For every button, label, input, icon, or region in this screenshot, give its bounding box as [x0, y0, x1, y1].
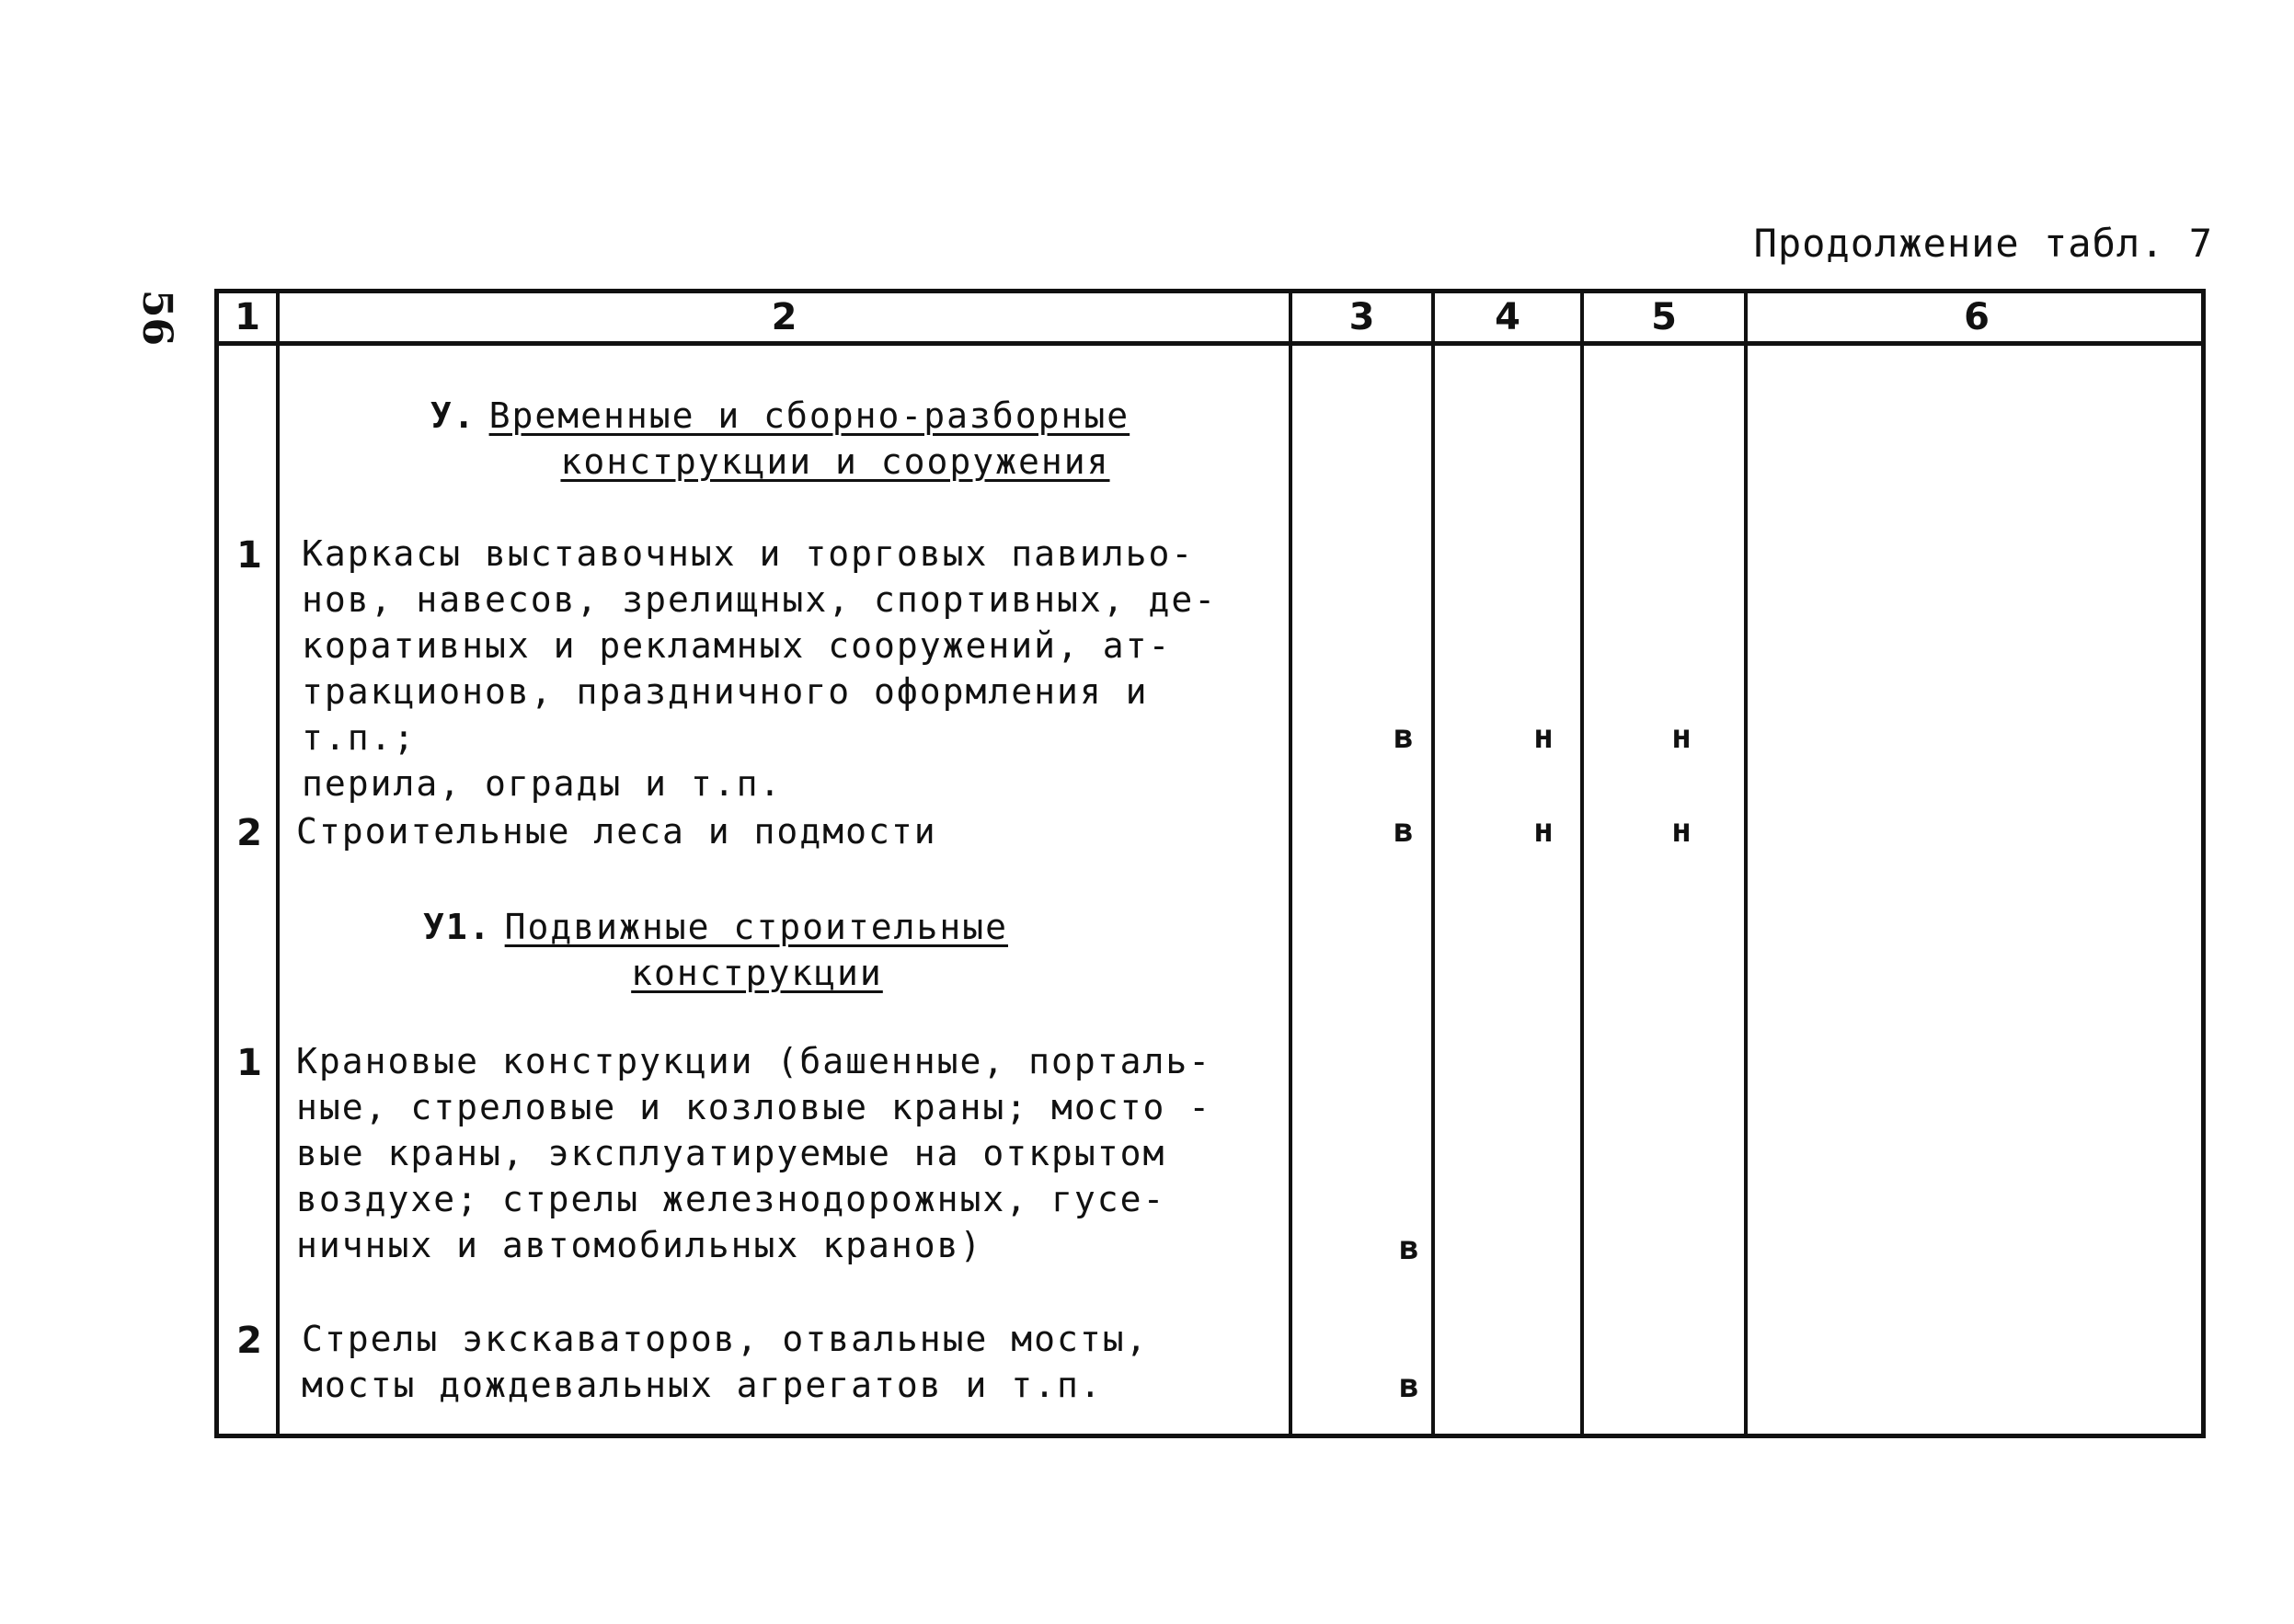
cell-col4: н: [1533, 812, 1554, 850]
column-divider: [1580, 293, 1584, 1434]
header-col-3: 3: [1348, 296, 1375, 338]
column-divider: [276, 293, 280, 1434]
row-number: 2: [236, 1320, 262, 1362]
row-number: 1: [236, 534, 262, 577]
cell-col3: в: [1399, 1367, 1419, 1405]
section-title: конструкции и сооружения: [560, 441, 1110, 482]
cell-col4: н: [1533, 718, 1554, 756]
row-description: Каркасы выставочных и торговых павильо- нов, навесов, зрелищных, спортивных, де- коративных и рекламных сооружений, ат- тракционов, праздничного оформления и т.п.; перила, ограды и т.п.: [302, 533, 1218, 804]
cell-col5: н: [1671, 718, 1692, 756]
row-description: Крановые конструкции (башенные, порталь- ные, стреловые и козловые краны; мосто - вые краны, эксплуатируемые на открытом воздухе; стрелы железнодорожных, гусе- ничных и автомобильных кранов): [296, 1041, 1212, 1265]
section-title: Подвижные строительные: [504, 907, 1008, 947]
section-number: У1.: [423, 907, 492, 947]
table: [214, 289, 2206, 1438]
section-heading: [256, 904, 1176, 996]
row-description: Стрелы экскаваторов, отвальные мосты, мосты дождевальных агрегатов и т.п.: [302, 1319, 1149, 1405]
section-heading: [302, 393, 1258, 485]
table-caption: Продолжение табл. 7: [1753, 221, 2213, 266]
page-number: 56: [133, 289, 181, 347]
column-divider: [1289, 293, 1292, 1434]
cell-col3: в: [1399, 1229, 1419, 1267]
row-description: Строительные леса и подмости: [296, 811, 937, 852]
cell-col5: н: [1671, 812, 1692, 850]
cell-col3: в: [1394, 718, 1414, 756]
header-col-6: 6: [1964, 296, 1990, 338]
section-title: Временные и сборно-разборные: [488, 395, 1130, 436]
section-number: У.: [430, 395, 476, 436]
column-divider: [1744, 293, 1748, 1434]
header-col-1: 1: [235, 296, 260, 338]
header-col-4: 4: [1495, 296, 1520, 338]
section-title: конструкции: [631, 953, 883, 993]
header-divider: [219, 341, 2201, 346]
header-col-2: 2: [771, 296, 797, 338]
row-number: 2: [236, 812, 262, 854]
header-col-5: 5: [1651, 296, 1677, 338]
row-number: 1: [236, 1042, 262, 1084]
cell-col3: в: [1394, 812, 1414, 850]
